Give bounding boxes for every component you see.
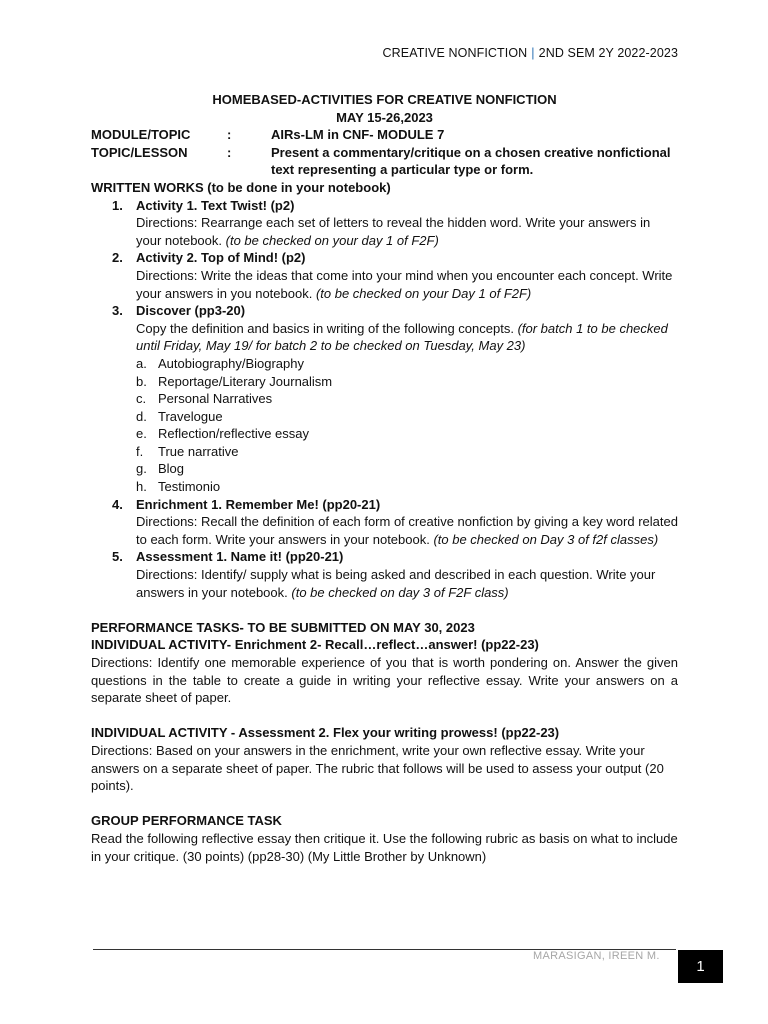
concept-label: Reportage/Literary Journalism (158, 373, 333, 389)
item-directions (136, 513, 678, 548)
document-title: HOMEBASED-ACTIVITIES FOR CREATIVE NONFICTION (212, 92, 557, 107)
concept-list (136, 355, 678, 496)
concept-item (136, 390, 678, 408)
concept-item (136, 355, 678, 373)
item-number: 1. (112, 197, 123, 213)
check-note: (to be checked on your Day 1 of F2F) (315, 285, 532, 301)
module-key: MODULE/TOPIC (91, 127, 191, 143)
topic-value: Present a commentary/critique on a chosen creative nonfictional text representing a particular type or form. (271, 144, 671, 178)
concept-label: Testimonio (158, 479, 221, 495)
module-value: AIRs-LM in CNF- MODULE 7 (271, 127, 445, 143)
concept-letter: b. (136, 373, 147, 389)
module-row (91, 126, 678, 144)
concept-letter: g. (136, 461, 147, 477)
item-title: Activity 1. Text Twist! (p2) (136, 197, 295, 213)
list-item (91, 548, 678, 601)
item-directions (136, 214, 678, 249)
concept-letter: c. (136, 391, 147, 407)
page-number: 1 (678, 950, 723, 983)
list-item (91, 496, 678, 549)
concept-letter: a. (136, 355, 147, 371)
concept-label: Reflection/reflective essay (158, 426, 310, 442)
header-subject: CREATIVE NONFICTION (382, 46, 528, 60)
concept-item (136, 478, 678, 496)
written-works-heading: WRITTEN WORKS (to be done in your notebook) (91, 179, 391, 195)
group-task-directions: Read the following reflective essay then critique it. Use the following rubric as basis on what to include in your critique. (30 points) (pp28-30) (My Little Brother by Unknown) (91, 830, 678, 864)
item-number: 4. (112, 496, 123, 512)
topic-row (91, 144, 678, 179)
check-note: (to be checked on day 3 of F2F class) (291, 584, 509, 600)
item-title: Enrichment 1. Remember Me! (pp20-21) (136, 496, 381, 512)
list-item (91, 249, 678, 302)
document-date: MAY 15-26,2023 (336, 109, 433, 125)
check-note: (to be checked on your day 1 of F2F) (225, 232, 439, 248)
written-works-list (91, 197, 678, 602)
individual-activity-1-heading: INDIVIDUAL ACTIVITY- Enrichment 2- Recall…reflect…answer! (pp22-23) (91, 637, 539, 653)
footer-author: MARASIGAN, IREEN M. (533, 950, 660, 962)
directions-text: Directions: Recall the definition of each form of creative nonfiction by giving a key word related to each form. Write your answers in your notebook. (136, 514, 678, 547)
header-separator: | (531, 46, 535, 60)
item-directions (136, 267, 678, 302)
item-title: Assessment 1. Name it! (pp20-21) (136, 549, 344, 565)
concept-label: Personal Narratives (158, 391, 273, 407)
topic-key: TOPIC/LESSON (91, 144, 188, 160)
module-colon: : (227, 127, 232, 143)
concept-item (136, 443, 678, 461)
item-number: 5. (112, 549, 123, 565)
individual-activity-2-heading: INDIVIDUAL ACTIVITY - Assessment 2. Flex your writing prowess! (pp22-23) (91, 725, 560, 741)
individual-activity-2-directions: Directions: Based on your answers in the enrichment, write your own reflective essay. Write your answers on a separate sheet of paper. The rubric that follows will be used to assess your output (20 points). (91, 742, 664, 794)
concept-letter: e. (136, 426, 147, 442)
directions-text: Copy the definition and basics in writing of the following concepts. (136, 320, 518, 336)
concept-item (136, 373, 678, 391)
item-title: Discover (pp3-20) (136, 303, 246, 319)
concept-item (136, 425, 678, 443)
concept-letter: f. (136, 443, 144, 459)
concept-label: Travelogue (158, 408, 223, 424)
topic-colon: : (227, 144, 232, 160)
document-body (91, 91, 678, 865)
concept-label: True narrative (158, 443, 239, 459)
concept-item (136, 408, 678, 426)
item-directions (136, 566, 678, 601)
header-semester: 2ND SEM 2Y 2022-2023 (538, 46, 678, 60)
list-item (91, 302, 678, 496)
directions-text: Directions: Rearrange each set of letters to reveal the hidden word. Write your answers in your notebook. (136, 215, 651, 248)
performance-heading: PERFORMANCE TASKS- TO BE SUBMITTED ON MAY 30, 2023 (91, 619, 475, 635)
spacer (91, 601, 678, 619)
item-number: 2. (112, 250, 123, 266)
concept-letter: d. (136, 408, 147, 424)
item-title: Activity 2. Top of Mind! (p2) (136, 250, 306, 266)
concept-label: Blog (158, 461, 185, 477)
concept-label: Autobiography/Biography (158, 355, 304, 371)
directions-text: Directions: Write the ideas that come into your mind when you encounter each concept. Write your answers in you notebook. (136, 267, 673, 301)
check-note: (for batch 1 to be checked until Friday, May 19/ for batch 2 to be checked on Tuesday, May 23) (136, 320, 668, 354)
group-task-heading: GROUP PERFORMANCE TASK (91, 813, 282, 829)
spacer (91, 707, 678, 725)
item-number: 3. (112, 303, 123, 319)
item-directions (136, 320, 678, 355)
concept-letter: h. (136, 479, 147, 495)
list-item (91, 197, 678, 250)
spacer (91, 795, 678, 813)
concept-item (136, 460, 678, 478)
individual-activity-1-directions: Directions: Identify one memorable experience of you that is worth pondering on. Answer the given questions in the table to create a guide in writing your reflective essay. Write your answers on a separate sheet of paper. (91, 655, 678, 706)
page-header (383, 46, 678, 60)
directions-text: Directions: Identify/ supply what is being asked and described in each question. Write your answers in your notebook. (136, 567, 656, 600)
check-note: (to be checked on Day 3 of f2f classes) (433, 531, 659, 547)
